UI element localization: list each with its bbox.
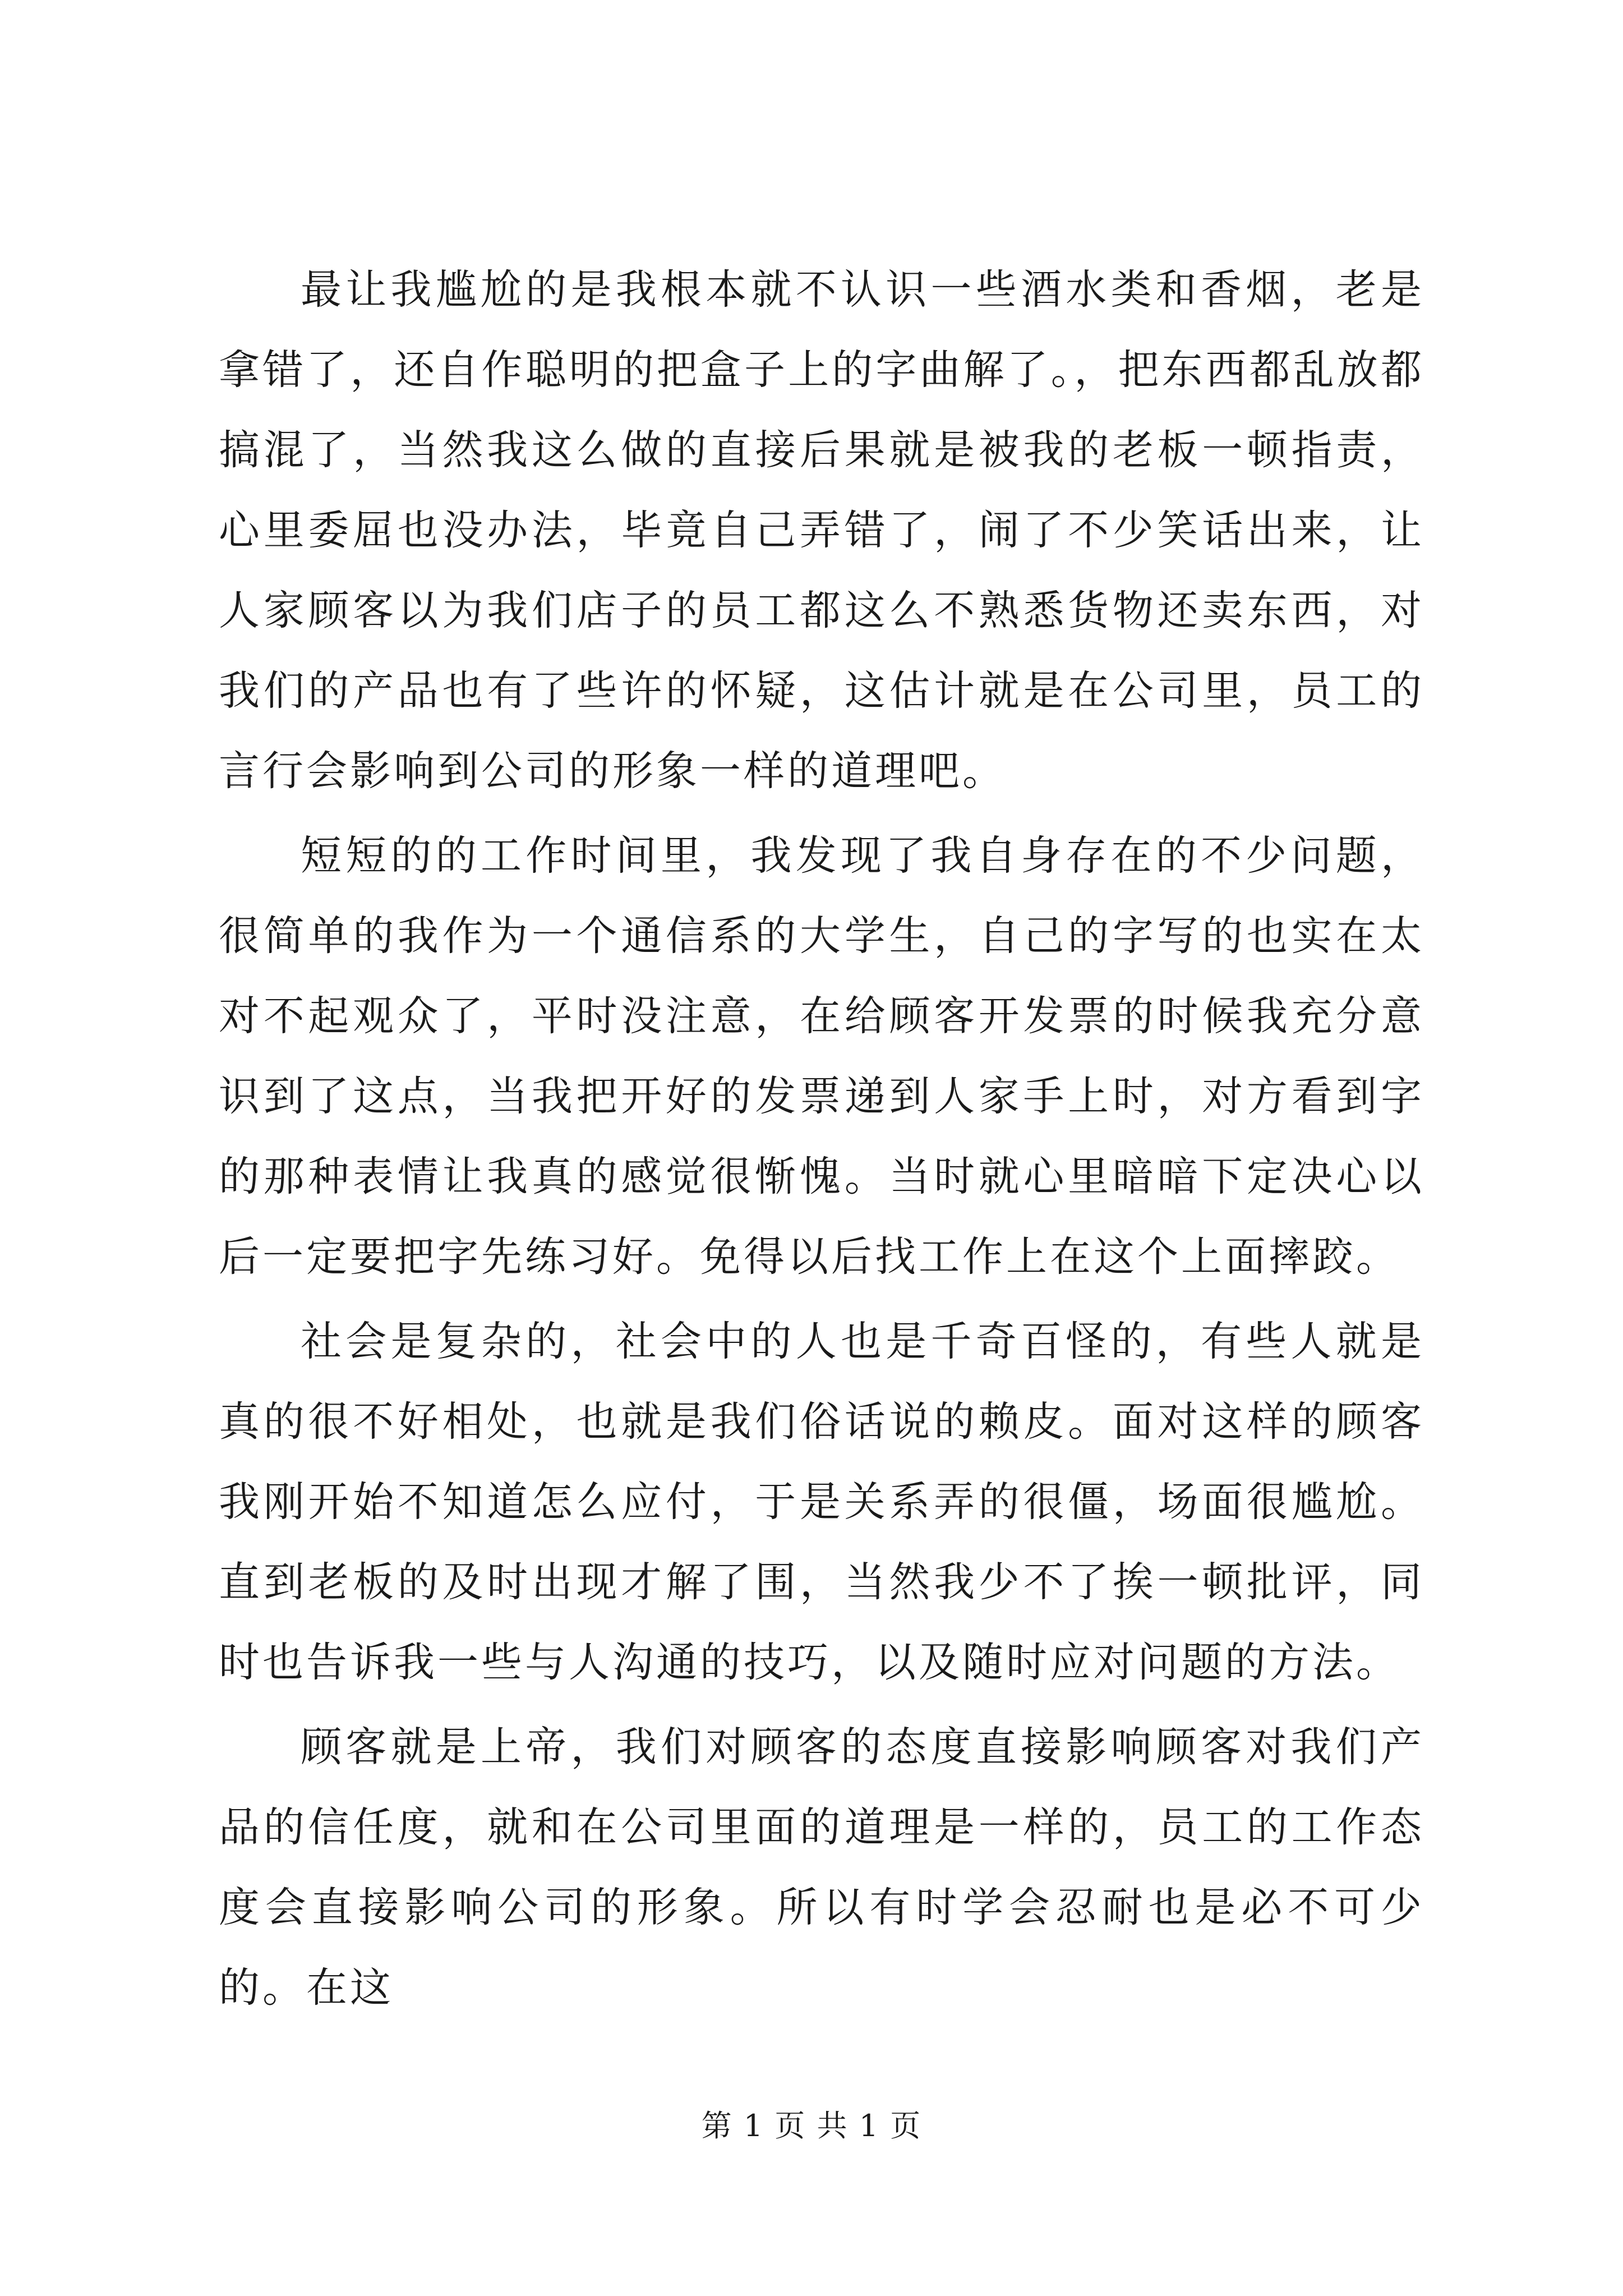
paragraph-1: 最让我尴尬的是我根本就不认识一些酒水类和香烟，老是拿错了，还自作聪明的把盒子上的字曲解了。，把东西都乱放都搞混了，当然我这么做的直接后果就是被我的老板一顿指责，心里委屈也没办法，毕竟自己弄错了，闹了不少笑话出来，让人家顾客以为我们店子的员工都这么不熟悉货物还卖东西，对我们的产品也有了些许的怀疑，这估计就是在公司里，员工的言行会影响到公司的形象一样的道理吧。 [219,266,1424,795]
page-footer: 第 1 页 共 1 页 [701,2108,922,2143]
paragraph-2: 短短的的工作时间里，我发现了我自身存在的不少问题，很简单的我作为一个通信系的大学生，自己的字写的也实在太对不起观众了，平时没注意，在给顾客开发票的时候我充分意识到了这点，当我把开好的发票递到人家手上时，对方看到字的那种表情让我真的感觉很惭愧。当时就心里暗暗下定决心以后一定要把字先练习好。免得以后找工作上在这个上面摔跤。 [219,832,1424,1281]
document-body [219,250,1424,2028]
paragraph-4: 顾客就是上帝，我们对顾客的态度直接影响顾客对我们产品的信任度，就和在公司里面的道理是一样的，员工的工作态度会直接影响公司的形象。所以有时学会忍耐也是必不可少的。在这 [219,1723,1424,2012]
paragraph-3: 社会是复杂的，社会中的人也是千奇百怪的，有些人就是真的很不好相处，也就是我们俗话说的赖皮。面对这样的顾客我刚开始不知道怎么应付，于是关系弄的很僵，场面很尴尬。直到老板的及时出现才解了围，当然我少不了挨一顿批评，同时也告诉我一些与人沟通的技巧，以及随时应对问题的方法。 [219,1318,1424,1686]
